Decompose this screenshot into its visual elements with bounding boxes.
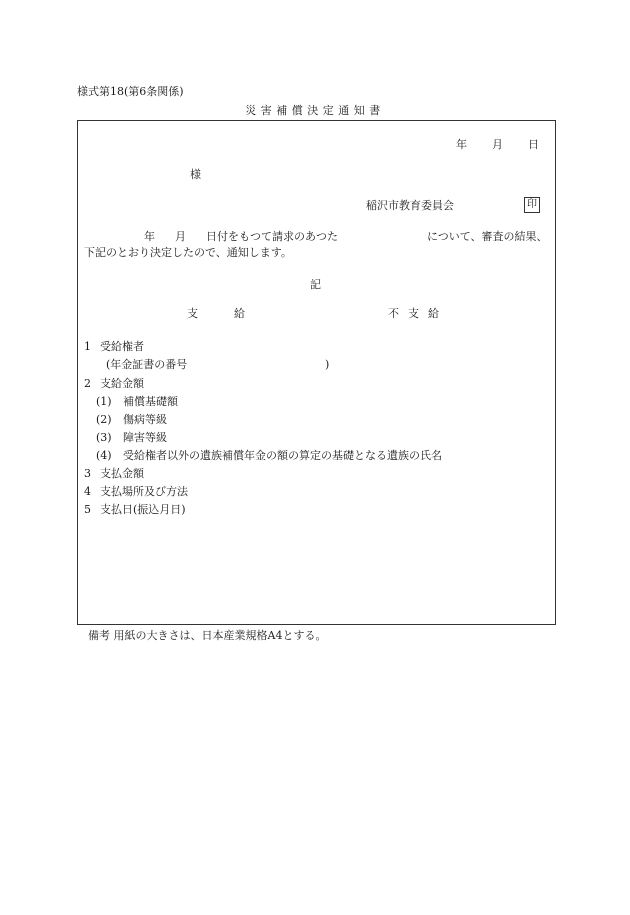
seal-stamp: 印 — [524, 197, 540, 213]
item-number: 2 — [84, 377, 91, 390]
sub-item-2 — [96, 413, 167, 427]
item-4 — [84, 485, 188, 499]
sub-item-1 — [96, 395, 178, 409]
ki-heading: 記 — [310, 278, 321, 291]
date-month-label: 月 — [492, 138, 503, 151]
option-no-pay: 不支給 — [388, 307, 448, 320]
item-number: 5 — [84, 503, 91, 516]
item-5 — [84, 503, 186, 517]
item-number: 1 — [84, 340, 91, 353]
sub-item-label: 補償基礎額 — [123, 395, 178, 408]
pension-certificate-line — [106, 358, 187, 372]
item-number: 4 — [84, 485, 91, 498]
item-label: 受給権者 — [100, 340, 144, 353]
item-1 — [84, 340, 144, 354]
form-number: 様式第18(第6条関係) — [77, 85, 184, 98]
body-year: 年 — [144, 230, 155, 243]
item-number: 3 — [84, 467, 91, 480]
date-day-label: 日 — [528, 138, 539, 151]
sub-item-4 — [96, 449, 442, 463]
sub-item-number: (3) — [96, 431, 112, 444]
item-label: 支給金額 — [100, 377, 144, 390]
body-day-text: 日付をもつて請求のあつた — [206, 230, 338, 243]
item-label: 支払場所及び方法 — [100, 485, 188, 498]
item-label: 支払金額 — [100, 467, 144, 480]
item-2 — [84, 377, 144, 391]
sub-item-number: (2) — [96, 413, 112, 426]
pension-certificate-close: ) — [325, 358, 330, 371]
addressee-suffix: 様 — [190, 168, 201, 181]
sub-item-label: 傷病等級 — [123, 413, 167, 426]
sub-item-label: 受給権者以外の遺族補償年金の額の算定の基礎となる遺族の氏名 — [123, 449, 442, 462]
issuer-name: 稲沢市教育委員会 — [366, 199, 454, 212]
sub-item-number: (1) — [96, 395, 112, 408]
item-3 — [84, 467, 144, 481]
document-title: 災害補償決定通知書 — [245, 104, 385, 117]
sub-item-label: 障害等級 — [123, 431, 167, 444]
body-line-1-tail: について、審査の結果、 — [427, 230, 548, 243]
sub-item-number: (4) — [96, 449, 112, 462]
body-line-2: 下記のとおり決定したので、通知します。 — [84, 246, 292, 259]
date-year-label: 年 — [456, 138, 467, 151]
remarks-note: 備考 用紙の大きさは、日本産業規格A4とする。 — [88, 629, 327, 642]
body-line-1 — [144, 230, 548, 244]
option-pay: 支給 — [187, 307, 281, 320]
pension-certificate-label: (年金証書の番号 — [106, 358, 188, 371]
item-label: 支払日(振込月日) — [100, 503, 186, 516]
body-month: 月 — [175, 230, 186, 243]
form-frame — [77, 120, 556, 625]
sub-item-3 — [96, 431, 167, 445]
